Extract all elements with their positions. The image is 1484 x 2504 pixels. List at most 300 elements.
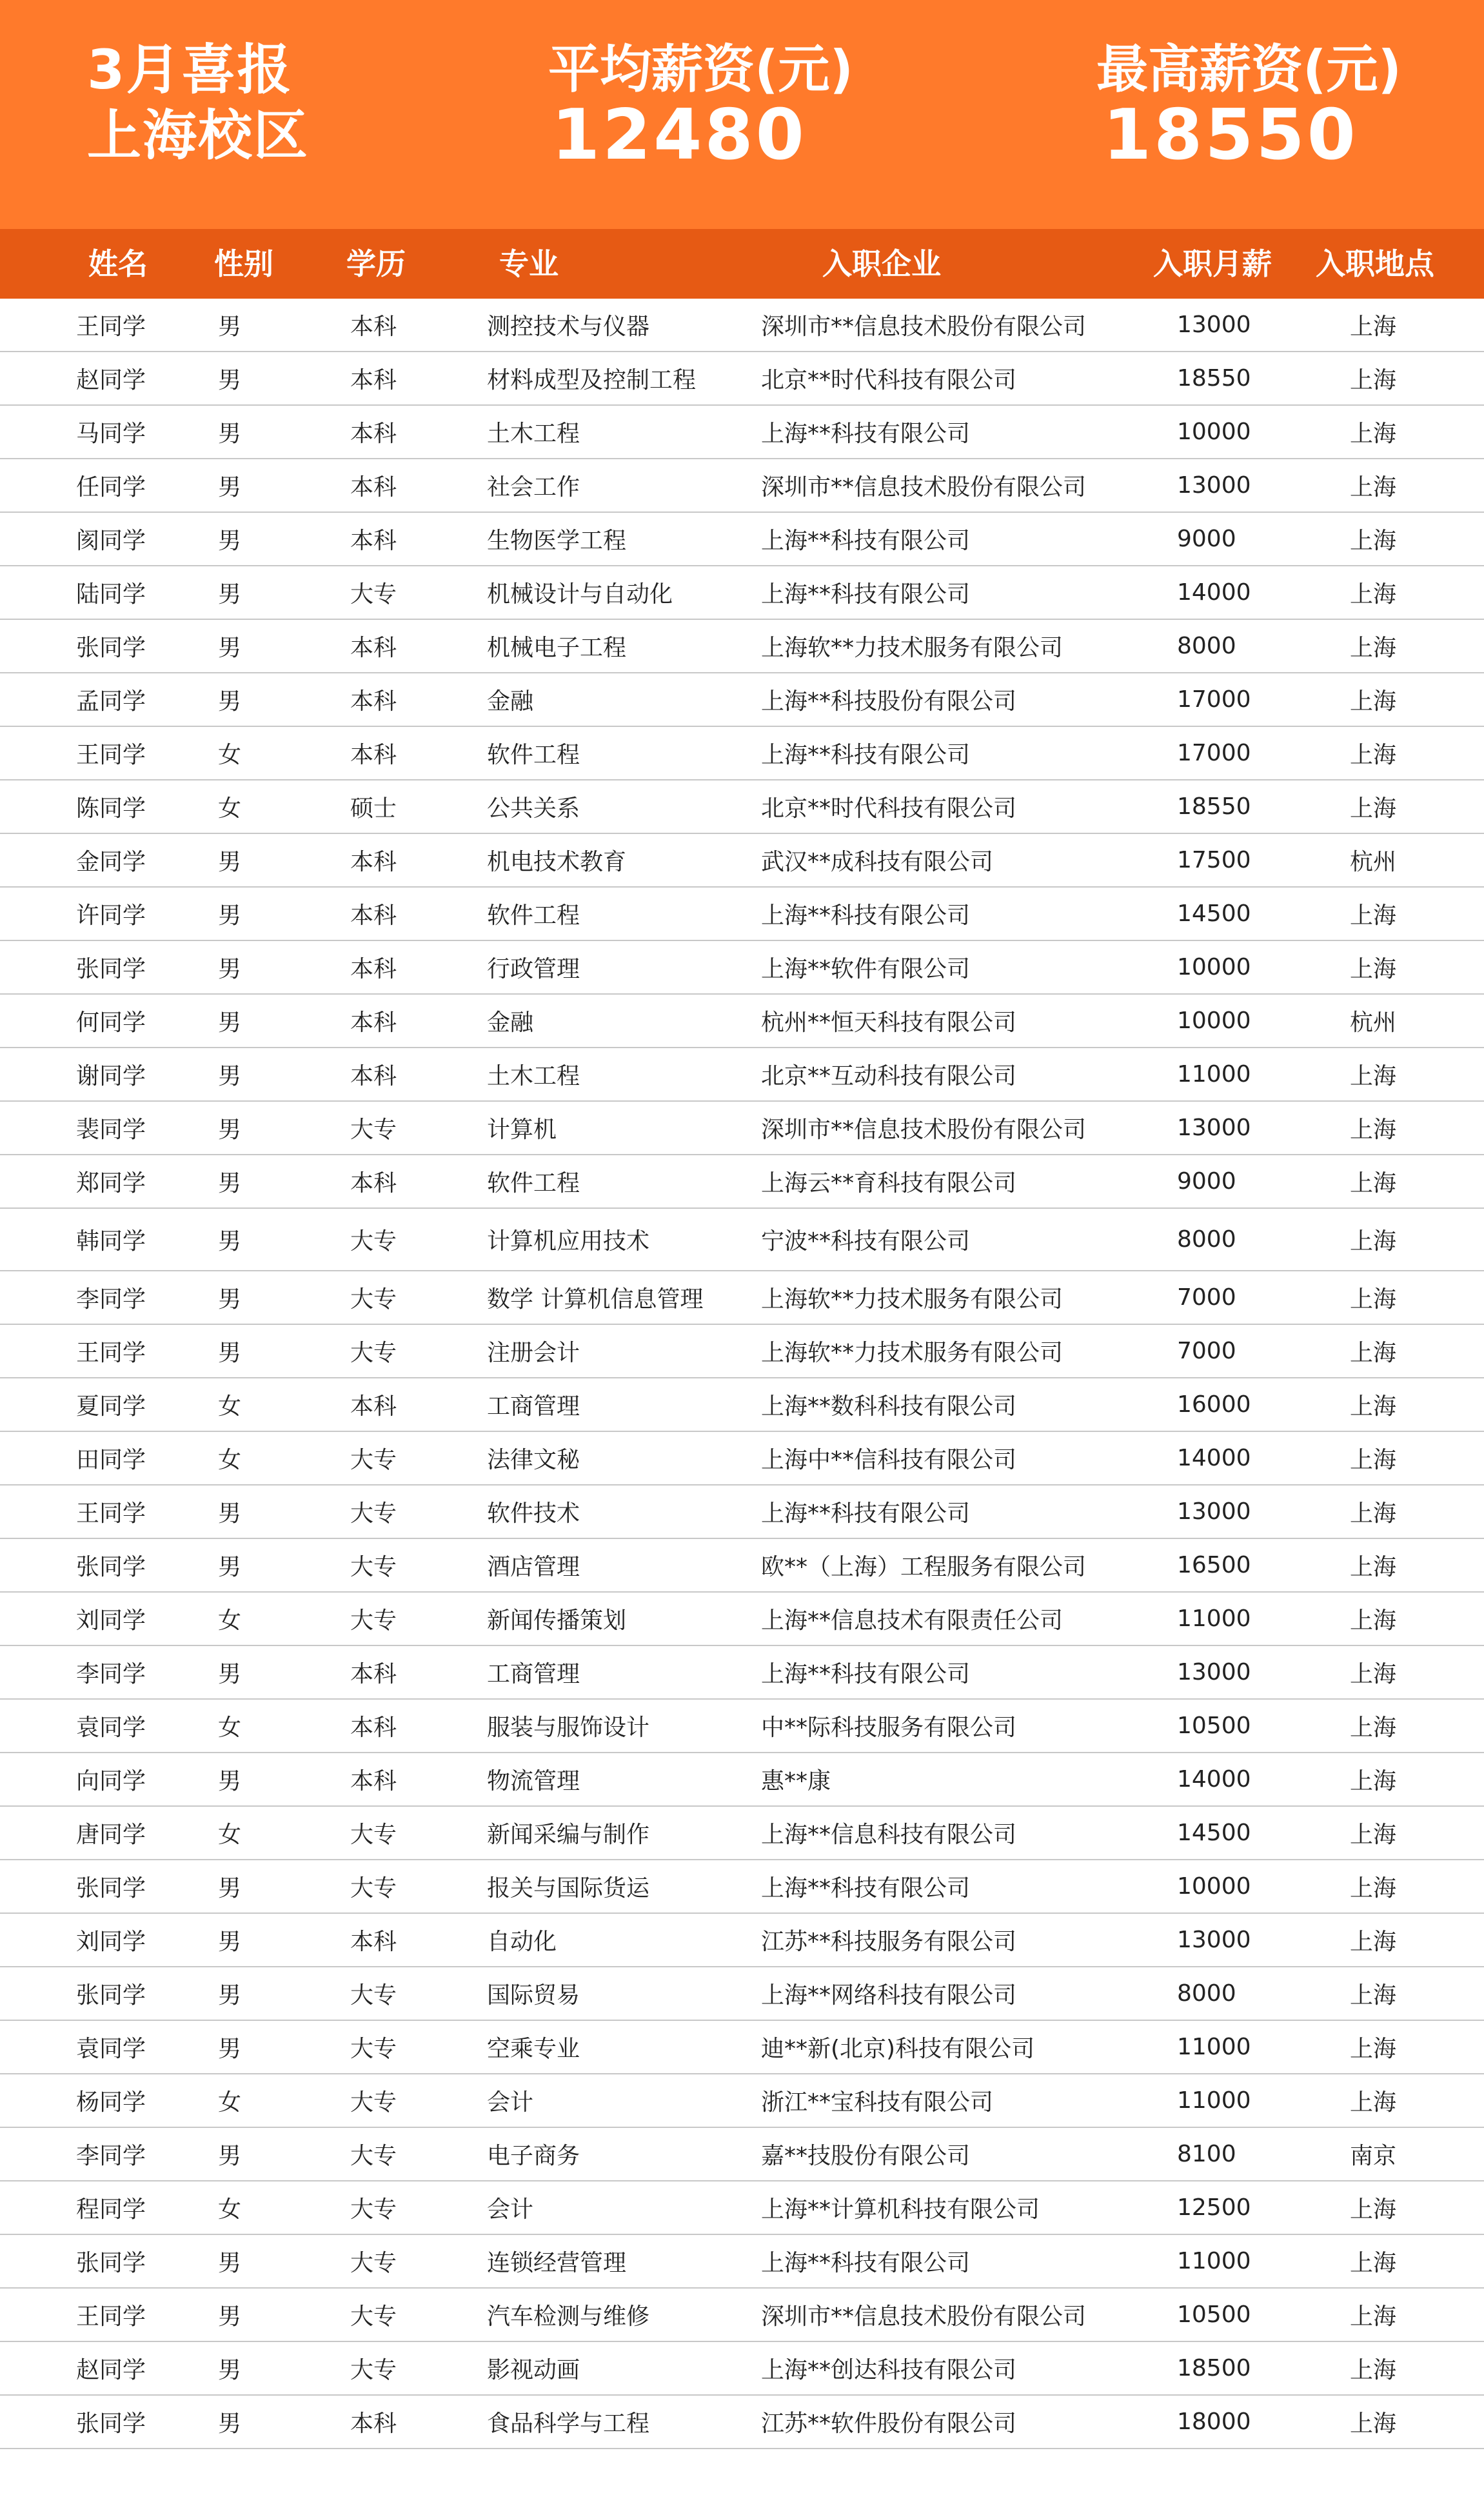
cell-education: 本科 (350, 849, 397, 875)
table-row (0, 2181, 1484, 2235)
cell-company: 上海**信息技术有限责任公司 (761, 1607, 1064, 1634)
column-header-gender: 性别 (214, 246, 273, 281)
cell-salary: 11000 (1177, 2034, 1251, 2060)
cell-location: 上海 (1350, 1228, 1397, 1255)
cell-company: 上海**计算机科技有限公司 (761, 2196, 1040, 2223)
cell-name: 张同学 (76, 635, 146, 661)
cell-salary: 13000 (1177, 312, 1251, 338)
table-row (0, 834, 1484, 888)
cell-company: 上海**网络科技有限公司 (761, 1982, 1017, 2009)
cell-major: 新闻采编与制作 (487, 1822, 650, 1848)
cell-gender: 男 (218, 367, 242, 393)
cell-company: 上海**科技有限公司 (761, 528, 971, 554)
table-row (0, 1378, 1484, 1432)
cell-name: 杨同学 (76, 2089, 146, 2116)
cell-gender: 女 (218, 1447, 242, 1473)
cell-company: 深圳市**信息技术股份有限公司 (761, 1117, 1087, 1143)
cell-major: 服装与服饰设计 (487, 1714, 650, 1741)
max-salary-value: 18550 (1103, 95, 1358, 175)
table-row (0, 1325, 1484, 1378)
cell-major: 材料成型及控制工程 (487, 367, 697, 393)
cell-salary: 8000 (1177, 1980, 1236, 2007)
cell-salary: 13000 (1177, 1498, 1251, 1525)
cell-salary: 14000 (1177, 579, 1251, 606)
table-row (0, 1432, 1484, 1486)
cell-company: 上海软**力技术服务有限公司 (761, 635, 1064, 661)
cell-location: 上海 (1350, 2196, 1397, 2223)
cell-company: 北京**时代科技有限公司 (761, 367, 1017, 393)
cell-gender: 男 (218, 2410, 242, 2437)
cell-education: 大专 (350, 1554, 397, 1580)
cell-company: 宁波**科技有限公司 (761, 1228, 971, 1255)
cell-gender: 男 (218, 1170, 242, 1197)
cell-gender: 男 (218, 1228, 242, 1255)
cell-name: 袁同学 (76, 2036, 146, 2062)
table-row (0, 727, 1484, 780)
cell-name: 王同学 (76, 313, 146, 340)
table-row (0, 888, 1484, 941)
cell-location: 上海 (1350, 1500, 1397, 1527)
cell-education: 大专 (350, 1228, 397, 1255)
cell-salary: 11000 (1177, 2248, 1251, 2274)
table-row (0, 299, 1484, 352)
cell-salary: 11000 (1177, 1605, 1251, 1632)
cell-education: 大专 (350, 2303, 397, 2330)
column-header-company: 入职企业 (822, 246, 941, 281)
cell-major: 行政管理 (487, 956, 580, 982)
campus-name: 上海校区 (87, 104, 310, 167)
cell-education: 本科 (350, 421, 397, 447)
column-header-location: 入职地点 (1316, 246, 1434, 281)
cell-major: 土木工程 (487, 421, 580, 447)
cell-name: 李同学 (76, 1286, 146, 1313)
cell-salary: 18000 (1177, 2409, 1251, 2435)
cell-gender: 男 (218, 1982, 242, 2009)
cell-major: 影视动画 (487, 2357, 580, 2383)
cell-location: 南京 (1350, 2143, 1397, 2169)
cell-company: 上海**科技有限公司 (761, 581, 971, 608)
cell-location: 上海 (1350, 1063, 1397, 1089)
cell-location: 上海 (1350, 1822, 1397, 1848)
cell-major: 数学 计算机信息管理 (487, 1286, 704, 1313)
cell-salary: 13000 (1177, 472, 1251, 499)
cell-company: 深圳市**信息技术股份有限公司 (761, 313, 1087, 340)
cell-gender: 女 (218, 795, 242, 822)
cell-name: 袁同学 (76, 1714, 146, 1741)
cell-company: 上海**科技有限公司 (761, 1500, 971, 1527)
cell-gender: 男 (218, 635, 242, 661)
cell-major: 软件工程 (487, 902, 580, 929)
cell-education: 本科 (350, 1009, 397, 1036)
cell-location: 上海 (1350, 1661, 1397, 1687)
cell-education: 本科 (350, 1768, 397, 1794)
cell-gender: 女 (218, 2089, 242, 2116)
cell-company: 惠**康 (761, 1768, 831, 1794)
cell-name: 任同学 (76, 474, 146, 501)
table-row (0, 2235, 1484, 2289)
cell-name: 张同学 (76, 956, 146, 982)
cell-salary: 9000 (1177, 1168, 1236, 1195)
cell-major: 新闻传播策划 (487, 1607, 627, 1634)
table-header (0, 229, 1484, 299)
cell-name: 何同学 (76, 1009, 146, 1036)
table-row (0, 1209, 1484, 1271)
cell-salary: 13000 (1177, 1927, 1251, 1953)
cell-name: 张同学 (76, 2410, 146, 2437)
cell-education: 大专 (350, 1607, 397, 1634)
cell-location: 上海 (1350, 2303, 1397, 2330)
cell-location: 上海 (1350, 1170, 1397, 1197)
table-row (0, 566, 1484, 620)
cell-education: 大专 (350, 1500, 397, 1527)
cell-gender: 男 (218, 1286, 242, 1313)
cell-education: 大专 (350, 2196, 397, 2223)
cell-company: 武汉**成科技有限公司 (761, 849, 994, 875)
table-row (0, 995, 1484, 1048)
cell-gender: 男 (218, 1117, 242, 1143)
cell-gender: 男 (218, 2143, 242, 2169)
cell-name: 王同学 (76, 742, 146, 768)
cell-major: 计算机 (487, 1117, 557, 1143)
avg-salary-value: 12480 (551, 95, 807, 175)
cell-major: 软件技术 (487, 1500, 580, 1527)
cell-company: 上海**信息科技有限公司 (761, 1822, 1017, 1848)
cell-location: 上海 (1350, 421, 1397, 447)
cell-name: 程同学 (76, 2196, 146, 2223)
cell-major: 工商管理 (487, 1393, 580, 1420)
cell-company: 上海**科技有限公司 (761, 421, 971, 447)
cell-name: 田同学 (76, 1447, 146, 1473)
table-row (0, 1753, 1484, 1807)
cell-company: 北京**时代科技有限公司 (761, 795, 1017, 822)
cell-education: 本科 (350, 1063, 397, 1089)
cell-company: 上海**创达科技有限公司 (761, 2357, 1017, 2383)
cell-education: 本科 (350, 902, 397, 929)
cell-location: 上海 (1350, 528, 1397, 554)
cell-education: 本科 (350, 1170, 397, 1197)
cell-education: 本科 (350, 1714, 397, 1741)
table-row (0, 673, 1484, 727)
cell-gender: 男 (218, 1500, 242, 1527)
cell-company: 迪**新(北京)科技有限公司 (761, 2036, 1035, 2062)
cell-education: 大专 (350, 1822, 397, 1848)
cell-company: 杭州**恒天科技有限公司 (761, 1009, 1017, 1036)
cell-gender: 男 (218, 688, 242, 715)
cell-name: 夏同学 (76, 1393, 146, 1420)
cell-name: 阂同学 (76, 528, 146, 554)
cell-gender: 男 (218, 421, 242, 447)
column-header-education: 学历 (346, 246, 406, 281)
cell-name: 王同学 (76, 2303, 146, 2330)
cell-education: 本科 (350, 313, 397, 340)
table-row (0, 1102, 1484, 1155)
cell-education: 本科 (350, 742, 397, 768)
cell-gender: 男 (218, 1554, 242, 1580)
cell-name: 刘同学 (76, 1929, 146, 1955)
cell-salary: 14500 (1177, 900, 1251, 927)
cell-location: 上海 (1350, 1714, 1397, 1741)
cell-education: 大专 (350, 2357, 397, 2383)
cell-salary: 10500 (1177, 1713, 1251, 1739)
cell-major: 机电技术教育 (487, 849, 627, 875)
table-row (0, 1048, 1484, 1102)
cell-major: 工商管理 (487, 1661, 580, 1687)
cell-name: 陆同学 (76, 581, 146, 608)
cell-major: 社会工作 (487, 474, 580, 501)
cell-location: 上海 (1350, 367, 1397, 393)
cell-gender: 男 (218, 2357, 242, 2383)
cell-name: 谢同学 (76, 1063, 146, 1089)
cell-name: 唐同学 (76, 1822, 146, 1848)
cell-gender: 男 (218, 902, 242, 929)
cell-location: 上海 (1350, 902, 1397, 929)
cell-company: 上海**科技股份有限公司 (761, 688, 1017, 715)
cell-company: 江苏**科技服务有限公司 (761, 1929, 1017, 1955)
cell-education: 本科 (350, 956, 397, 982)
cell-company: 深圳市**信息技术股份有限公司 (761, 474, 1087, 501)
cell-name: 许同学 (76, 902, 146, 929)
cell-location: 上海 (1350, 1393, 1397, 1420)
cell-salary: 8000 (1177, 633, 1236, 659)
cell-major: 报关与国际货运 (487, 1875, 650, 1902)
cell-education: 硕士 (350, 795, 397, 822)
table-body (0, 299, 1484, 2449)
cell-salary: 9000 (1177, 526, 1236, 552)
cell-salary: 10500 (1177, 2301, 1251, 2328)
cell-gender: 女 (218, 1822, 242, 1848)
cell-location: 上海 (1350, 1982, 1397, 2009)
cell-gender: 男 (218, 581, 242, 608)
cell-major: 连锁经营管理 (487, 2250, 627, 2276)
cell-location: 上海 (1350, 956, 1397, 982)
cell-name: 韩同学 (76, 1228, 146, 1255)
cell-salary: 18550 (1177, 365, 1251, 392)
cell-location: 上海 (1350, 2357, 1397, 2383)
table-row (0, 352, 1484, 406)
cell-education: 大专 (350, 1875, 397, 1902)
cell-name: 向同学 (76, 1768, 146, 1794)
cell-name: 张同学 (76, 1875, 146, 1902)
cell-gender: 男 (218, 313, 242, 340)
column-header-major: 专业 (499, 246, 559, 281)
cell-education: 大专 (350, 1447, 397, 1473)
cell-salary: 10000 (1177, 954, 1251, 980)
cell-education: 大专 (350, 581, 397, 608)
cell-education: 本科 (350, 2410, 397, 2437)
cell-education: 本科 (350, 1661, 397, 1687)
header-banner (0, 0, 1484, 229)
cell-location: 上海 (1350, 795, 1397, 822)
cell-location: 上海 (1350, 1286, 1397, 1313)
table-row (0, 1271, 1484, 1325)
table-row (0, 2128, 1484, 2181)
cell-education: 本科 (350, 474, 397, 501)
cell-education: 本科 (350, 367, 397, 393)
cell-company: 欧**（上海）工程服务有限公司 (761, 1554, 1087, 1580)
table-row (0, 2289, 1484, 2342)
cell-major: 机械电子工程 (487, 635, 627, 661)
table-row (0, 1860, 1484, 1914)
cell-company: 嘉**技股份有限公司 (761, 2143, 971, 2169)
cell-location: 上海 (1350, 635, 1397, 661)
cell-gender: 男 (218, 528, 242, 554)
table-row (0, 406, 1484, 459)
cell-education: 大专 (350, 1286, 397, 1313)
table-row (0, 941, 1484, 995)
cell-company: 上海云**育科技有限公司 (761, 1170, 1017, 1197)
cell-salary: 18500 (1177, 2355, 1251, 2381)
cell-major: 空乘专业 (487, 2036, 580, 2062)
table-row (0, 1967, 1484, 2021)
cell-company: 江苏**软件股份有限公司 (761, 2410, 1017, 2437)
cell-gender: 女 (218, 1607, 242, 1634)
cell-salary: 17500 (1177, 847, 1251, 873)
cell-major: 电子商务 (487, 2143, 580, 2169)
cell-company: 上海中**信科技有限公司 (761, 1447, 1017, 1473)
cell-company: 上海**科技有限公司 (761, 2250, 971, 2276)
cell-name: 陈同学 (76, 795, 146, 822)
cell-salary: 17000 (1177, 686, 1251, 713)
cell-company: 上海软**力技术服务有限公司 (761, 1286, 1064, 1313)
cell-education: 大专 (350, 1340, 397, 1366)
cell-education: 大专 (350, 1982, 397, 2009)
cell-salary: 11000 (1177, 2087, 1251, 2114)
report-title: 3月喜报 (87, 38, 293, 101)
table-row (0, 1646, 1484, 1700)
cell-gender: 女 (218, 1714, 242, 1741)
column-header-name: 姓名 (88, 246, 148, 281)
cell-location: 上海 (1350, 1340, 1397, 1366)
cell-education: 本科 (350, 688, 397, 715)
cell-name: 金同学 (76, 849, 146, 875)
cell-gender: 男 (218, 849, 242, 875)
cell-major: 会计 (487, 2196, 534, 2223)
cell-name: 张同学 (76, 1554, 146, 1580)
cell-location: 上海 (1350, 313, 1397, 340)
cell-major: 食品科学与工程 (487, 2410, 650, 2437)
cell-location: 杭州 (1350, 1009, 1397, 1036)
cell-major: 汽车检测与维修 (487, 2303, 650, 2330)
cell-gender: 男 (218, 1875, 242, 1902)
table-row (0, 1155, 1484, 1209)
cell-gender: 男 (218, 1768, 242, 1794)
cell-education: 大专 (350, 1117, 397, 1143)
cell-location: 上海 (1350, 742, 1397, 768)
cell-education: 大专 (350, 2036, 397, 2062)
cell-gender: 女 (218, 1393, 242, 1420)
cell-gender: 男 (218, 1340, 242, 1366)
cell-salary: 8100 (1177, 2141, 1236, 2167)
table-row (0, 2074, 1484, 2128)
cell-major: 注册会计 (487, 1340, 580, 1366)
cell-major: 测控技术与仪器 (487, 313, 650, 340)
cell-company: 上海软**力技术服务有限公司 (761, 1340, 1064, 1366)
cell-name: 赵同学 (76, 2357, 146, 2383)
cell-major: 会计 (487, 2089, 534, 2116)
cell-major: 国际贸易 (487, 1982, 580, 2009)
cell-gender: 男 (218, 2036, 242, 2062)
cell-major: 生物医学工程 (487, 528, 627, 554)
cell-major: 法律文秘 (487, 1447, 580, 1473)
cell-company: 北京**互动科技有限公司 (761, 1063, 1017, 1089)
cell-location: 上海 (1350, 2250, 1397, 2276)
table-row (0, 1486, 1484, 1539)
cell-name: 王同学 (76, 1500, 146, 1527)
cell-gender: 男 (218, 2250, 242, 2276)
cell-major: 土木工程 (487, 1063, 580, 1089)
cell-company: 中**际科技服务有限公司 (761, 1714, 1017, 1741)
cell-salary: 10000 (1177, 1008, 1251, 1034)
cell-salary: 17000 (1177, 740, 1251, 766)
cell-location: 上海 (1350, 1929, 1397, 1955)
cell-major: 金融 (487, 1009, 534, 1036)
cell-salary: 7000 (1177, 1338, 1236, 1364)
cell-name: 王同学 (76, 1340, 146, 1366)
table-row (0, 780, 1484, 834)
cell-name: 孟同学 (76, 688, 146, 715)
cell-name: 李同学 (76, 1661, 146, 1687)
cell-salary: 12500 (1177, 2194, 1251, 2221)
cell-location: 上海 (1350, 688, 1397, 715)
cell-salary: 13000 (1177, 1659, 1251, 1685)
cell-salary: 11000 (1177, 1061, 1251, 1088)
cell-location: 上海 (1350, 581, 1397, 608)
cell-education: 本科 (350, 1393, 397, 1420)
cell-name: 赵同学 (76, 367, 146, 393)
cell-name: 张同学 (76, 1982, 146, 2009)
cell-name: 张同学 (76, 2250, 146, 2276)
cell-name: 李同学 (76, 2143, 146, 2169)
table-row (0, 1539, 1484, 1593)
cell-education: 大专 (350, 2143, 397, 2169)
table-row (0, 1807, 1484, 1860)
cell-company: 上海**软件有限公司 (761, 956, 971, 982)
cell-name: 裴同学 (76, 1117, 146, 1143)
cell-salary: 14000 (1177, 1445, 1251, 1471)
cell-gender: 女 (218, 742, 242, 768)
table-row (0, 513, 1484, 566)
cell-major: 自动化 (487, 1929, 557, 1955)
cell-company: 深圳市**信息技术股份有限公司 (761, 2303, 1087, 2330)
cell-location: 上海 (1350, 1768, 1397, 1794)
cell-gender: 女 (218, 2196, 242, 2223)
cell-major: 物流管理 (487, 1768, 580, 1794)
cell-gender: 男 (218, 1009, 242, 1036)
cell-education: 本科 (350, 1929, 397, 1955)
cell-salary: 10000 (1177, 1873, 1251, 1900)
cell-salary: 14000 (1177, 1766, 1251, 1793)
cell-location: 上海 (1350, 2036, 1397, 2062)
cell-salary: 18550 (1177, 793, 1251, 820)
table-row (0, 459, 1484, 513)
cell-location: 上海 (1350, 1554, 1397, 1580)
cell-salary: 7000 (1177, 1284, 1236, 1311)
cell-gender: 男 (218, 1063, 242, 1089)
table-row (0, 1700, 1484, 1753)
cell-education: 大专 (350, 2089, 397, 2116)
cell-gender: 男 (218, 956, 242, 982)
cell-gender: 男 (218, 474, 242, 501)
cell-education: 本科 (350, 635, 397, 661)
cell-major: 计算机应用技术 (487, 1228, 650, 1255)
cell-company: 浙江**宝科技有限公司 (761, 2089, 994, 2116)
cell-location: 上海 (1350, 474, 1397, 501)
cell-gender: 男 (218, 1661, 242, 1687)
cell-company: 上海**数科科技有限公司 (761, 1393, 1017, 1420)
avg-salary-label: 平均薪资(元) (548, 39, 854, 99)
cell-education: 本科 (350, 528, 397, 554)
table-row (0, 620, 1484, 673)
